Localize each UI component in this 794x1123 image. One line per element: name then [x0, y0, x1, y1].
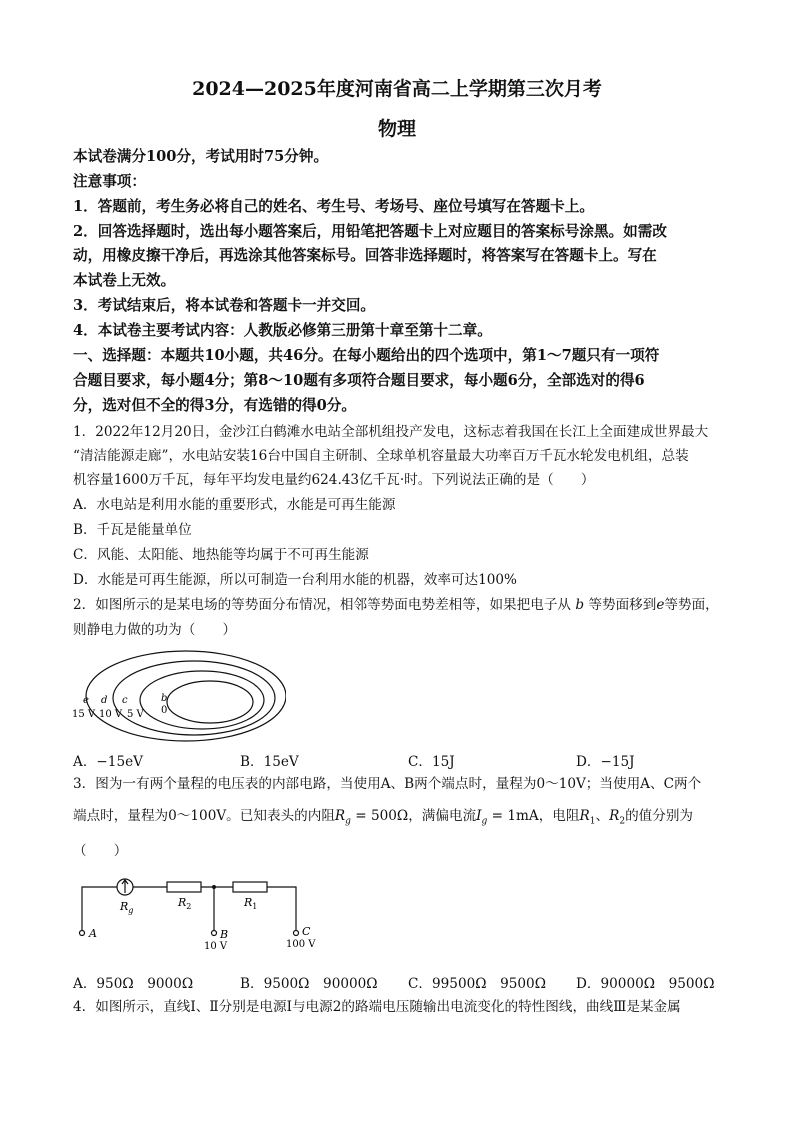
terminal-b [212, 931, 217, 936]
section1-line1: 一、选择题：本题共10小题，共46分。在每小题给出的四个选项中，第1～7题只有一项符 [73, 347, 660, 364]
q1-option-c: C．风能、太阳能、地热能等均属于不可再生能源 [73, 547, 369, 563]
notice-2-line3: 本试卷上无效。 [73, 272, 176, 289]
label-100v: 100 V [286, 939, 316, 950]
section1-line2: 合题目要求，每小题4分；第8～10题有多项符合题目要求，每小题6分，全部选对的得6 [73, 372, 645, 389]
notice-heading: 注意事项： [73, 173, 146, 190]
equipotential-c [140, 671, 264, 729]
notice-3: 3．考试结束后，将本试卷和答题卡一并交回。 [73, 297, 376, 314]
notice-2-line1: 2．回答选择题时，选出每小题答案后，用铅笔把答题卡上对应题目的答案标号涂黑。如需改 [73, 223, 667, 240]
wire-c [267, 887, 296, 930]
q2-line1: 2．如图所示的是某电场的等势面分布情况，相邻等势面电势差相等，如果把电子从 b 等势面移到e等势面， [73, 597, 719, 613]
junction-dot [212, 885, 216, 889]
exam-subject: 物理 [377, 118, 416, 140]
q2-e-symbol: e [656, 597, 665, 613]
notice-2-line2: 动，用橡皮擦干净后，再选涂其他答案标号。回答非选择题时，将答案写在答题卡上。写在 [73, 247, 657, 264]
exam-intro: 本试卷满分100分，考试用时75分钟。 [73, 148, 329, 165]
q1-option-b: B．千瓦是能量单位 [73, 522, 192, 538]
q1-option-d: D．水能是可再生能源，所以可制造一台利用水能的机器，效率可达100% [73, 572, 517, 588]
potential-d: 10 V [99, 709, 123, 720]
terminal-c [294, 931, 299, 936]
q3-line1: 3．图为一有两个量程的电压表的内部电路，当使用A、B两个端点时，量程为0～10V；当使用A、C两个 [73, 776, 702, 792]
label-a: A [89, 927, 97, 940]
voltmeter-circuit-figure [74, 872, 334, 954]
notice-4: 4．本试卷主要考试内容：人教版必修第三册第十章至第十二章。 [73, 322, 492, 339]
section1-line3: 分，选对但不全的得3分，有选错的得0分。 [73, 397, 356, 414]
label-b: b [161, 693, 168, 704]
q2-options [73, 750, 733, 768]
label-c-terminal: C [302, 925, 311, 938]
q1-line2: “清洁能源走廊”，水电站安装16台中国自主研制、全球单机容量最大功率百万千瓦水轮发电机组，总装 [73, 448, 689, 464]
q3-option-a: A．950Ω 9000Ω [73, 976, 194, 992]
q3-option-b: B．9500Ω 90000Ω [240, 976, 378, 992]
q1-line3: 机容量1600万千瓦，每年平均发电量约624.43亿千瓦·时。下列说法正确的是（ ） [73, 472, 595, 488]
label-e: e [83, 695, 89, 706]
label-r2: $R_2$ [178, 896, 192, 911]
label-b-terminal: B [220, 928, 229, 941]
q3-option-d: D．90000Ω 9500Ω [576, 976, 715, 992]
q2-option-a: A．−15eV [73, 754, 143, 770]
q1-option-a: A．水电站是利用水能的重要形式，水能是可再生能源 [73, 497, 396, 513]
q3-line3: （ ） [73, 843, 128, 859]
wire-a [82, 887, 117, 930]
label-d: d [101, 695, 108, 706]
q4-line1: 4．如图所示，直线Ⅰ、Ⅱ分别是电源Ⅰ与电源2的路端电压随输出电流变化的特性图线，曲线Ⅲ是某金属 [73, 999, 681, 1015]
q2-option-d: D．−15J [576, 754, 635, 770]
potential-c: 5 V [127, 709, 144, 720]
q3-options [73, 972, 733, 990]
q3-line2: 端点时，量程为0～100V。已知表头的内阻$R_g = 500\Omega$，满偏电流$I_g = 1mA$，电阻$R_1$、$R_2$的值分别为 [73, 808, 694, 827]
potential-e: 15 V [72, 709, 96, 720]
q3-option-c: C．99500Ω 9500Ω [408, 976, 546, 992]
q2-option-b: B．15eV [240, 754, 299, 770]
q2-line2: 则静电力做的功为（ ） [73, 622, 237, 638]
equipotential-d [113, 661, 275, 735]
equipotential-figure [66, 648, 286, 748]
label-r1: $R_1$ [244, 896, 258, 911]
q1-line1: 1．2022年12月20日，金沙江白鹤滩水电站全部机组投产发电，这标志着我国在长江上全面建成世界最大 [73, 424, 709, 440]
potential-b: 0 [161, 705, 168, 716]
q2-b-symbol: b [575, 597, 585, 613]
label-rg: $R_g$ [120, 900, 134, 915]
terminal-a [80, 931, 85, 936]
label-10v: 10 V [204, 941, 228, 952]
q2-option-c: C．15J [408, 754, 455, 770]
exam-title: 2024—2025年度河南省高二上学期第三次月考 [192, 78, 602, 100]
resistor-r1 [233, 882, 267, 892]
label-c: c [122, 695, 128, 706]
notice-1: 1．答题前，考生务必将自己的姓名、考生号、考场号、座位号填写在答题卡上。 [73, 198, 594, 215]
equipotential-b [167, 681, 253, 723]
resistor-r2 [167, 882, 201, 892]
